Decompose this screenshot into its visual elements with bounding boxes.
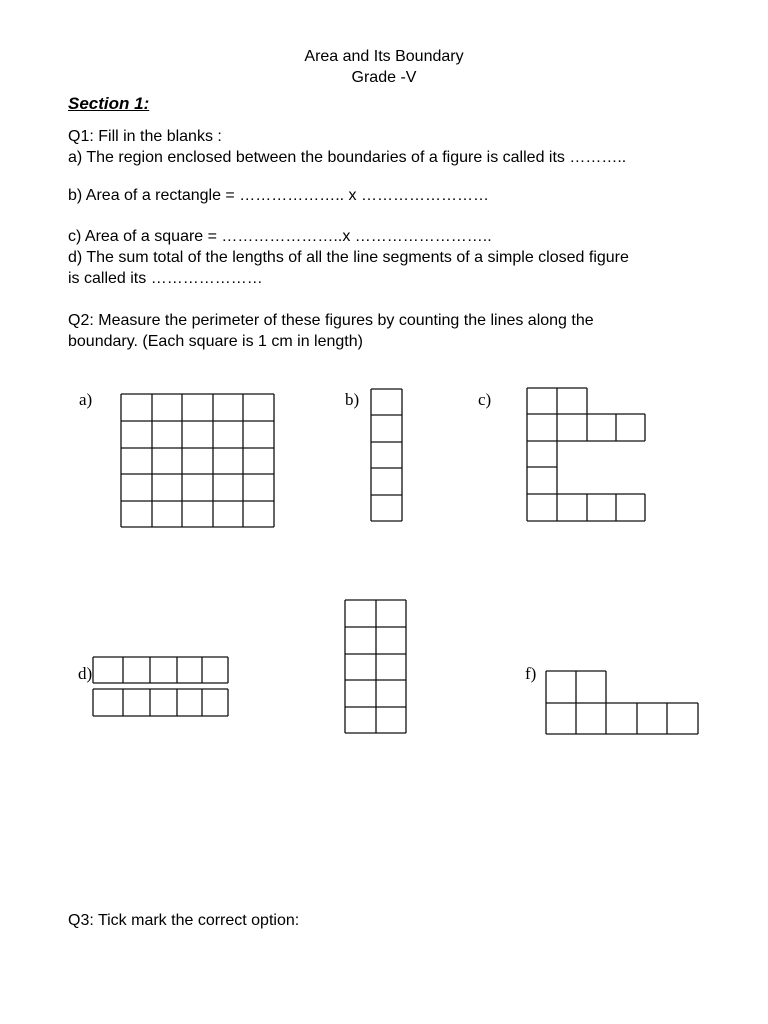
- figure-f-grid: [545, 670, 700, 736]
- figure-a-label: a): [79, 390, 93, 409]
- q1-prompt: Q1: Fill in the blanks :: [68, 128, 222, 145]
- figure-f-label: f): [525, 664, 537, 683]
- figure-b-grid: [370, 388, 404, 524]
- figure-a-grid: [120, 393, 276, 529]
- figure-d-grid: [92, 656, 230, 718]
- figure-d-label: d): [78, 664, 93, 683]
- figure-c-grid: [526, 387, 648, 523]
- q1-item-b: b) Area of a rectangle = ……………….. x ……………………: [68, 187, 489, 204]
- figure-b-label: b): [345, 390, 360, 409]
- q2-prompt-line2: boundary. (Each square is 1 cm in length): [68, 333, 363, 350]
- q1-item-d-line1: d) The sum total of the lengths of all the line segments of a simple closed figure: [68, 249, 629, 266]
- q1-item-a: a) The region enclosed between the boundaries of a figure is called its ………..: [68, 149, 627, 166]
- grade-label: Grade -V: [351, 69, 417, 86]
- figure-e-grid: [344, 599, 409, 735]
- q1-item-c: c) Area of a square = …………………..x ……………………..: [68, 228, 492, 245]
- figure-c-label: c): [478, 390, 492, 409]
- q3-prompt: Q3: Tick mark the correct option:: [68, 912, 300, 929]
- section-heading: Section 1:: [68, 94, 150, 113]
- q1-item-d-line2: is called its …………………: [68, 270, 263, 287]
- q2-prompt-line1: Q2: Measure the perimeter of these figures by counting the lines along the: [68, 312, 594, 329]
- worksheet-title: Area and Its Boundary: [304, 48, 464, 65]
